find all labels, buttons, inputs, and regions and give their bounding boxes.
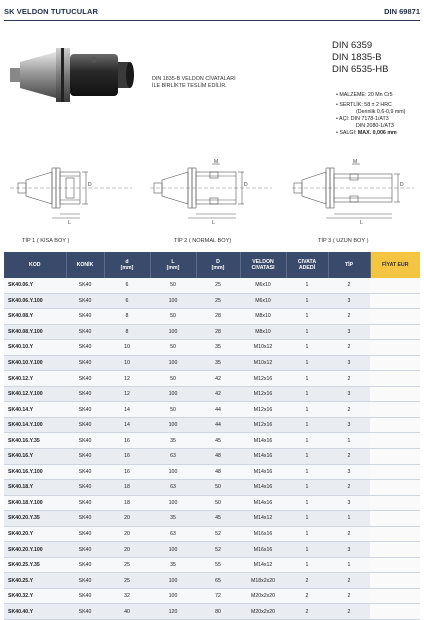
cell-tip: 2 (328, 371, 370, 387)
cell-fiyat (370, 480, 420, 496)
standard-3: DIN 6535-HB (332, 64, 389, 75)
cell-d: 10 (104, 340, 150, 356)
cell-kod: SK40.18.Y (4, 480, 66, 496)
cell-veldon: M8x10 (240, 309, 286, 325)
cell-d: 32 (104, 588, 150, 604)
table-row (4, 464, 420, 480)
cell-veldon: M14x16 (240, 449, 286, 465)
table-row (4, 526, 420, 542)
drawing-type-3 (290, 158, 416, 240)
col-header-veldon (240, 252, 286, 278)
cell-D: 65 (196, 573, 240, 589)
cell-kod: SK40.20.Y.35 (4, 511, 66, 527)
cell-d: 16 (104, 464, 150, 480)
svg-text:D: D (88, 182, 92, 188)
cell-tip: 3 (328, 355, 370, 371)
cell-veldon: M14x16 (240, 480, 286, 496)
cell-veldon: M14x12 (240, 511, 286, 527)
col-header-veldon-1: VELDON (252, 258, 274, 265)
cell-l: 63 (150, 449, 196, 465)
col-header-D (196, 252, 240, 278)
cell-kod: SK40.16.Y.35 (4, 433, 66, 449)
cell-adet: 1 (286, 557, 328, 573)
table-row (4, 573, 420, 589)
spec-list (336, 92, 405, 136)
cell-d: 25 (104, 557, 150, 573)
cell-konik: SK40 (66, 324, 104, 340)
cell-veldon: M20x2x20 (240, 588, 286, 604)
cell-d: 20 (104, 526, 150, 542)
product-photo (8, 40, 143, 112)
cell-adet: 1 (286, 340, 328, 356)
cell-D: 44 (196, 417, 240, 433)
cell-fiyat (370, 588, 420, 604)
cell-kod: SK40.12.Y (4, 371, 66, 387)
cell-D: 25 (196, 278, 240, 293)
cell-d: 8 (104, 309, 150, 325)
cell-tip: 3 (328, 324, 370, 340)
cell-adet: 1 (286, 526, 328, 542)
page-title: SK VELDON TUTUCULAR (4, 7, 98, 16)
table-row (4, 495, 420, 511)
col-header-D-label: D (216, 258, 220, 265)
cell-konik: SK40 (66, 309, 104, 325)
cell-tip: 3 (328, 417, 370, 433)
cell-fiyat (370, 433, 420, 449)
cell-D: 45 (196, 433, 240, 449)
product-table (4, 252, 420, 620)
svg-text:D: D (244, 182, 248, 188)
cell-l: 100 (150, 464, 196, 480)
cell-D: 44 (196, 402, 240, 418)
cell-veldon: M14x16 (240, 433, 286, 449)
table-row (4, 386, 420, 402)
cell-veldon: M14x12 (240, 557, 286, 573)
cell-tip: 1 (328, 557, 370, 573)
spec-runout (336, 130, 405, 137)
cell-tip: 2 (328, 604, 370, 620)
cell-d: 6 (104, 293, 150, 309)
cell-konik: SK40 (66, 340, 104, 356)
cell-D: 52 (196, 526, 240, 542)
cell-kod: SK40.16.Y.100 (4, 464, 66, 480)
note-line-1: DIN 1835-B VELDON CİVATALARI (152, 76, 236, 82)
cell-kod: SK40.18.Y.100 (4, 495, 66, 511)
drawing-type-1 (8, 158, 134, 240)
cell-konik: SK40 (66, 511, 104, 527)
col-header-l-unit: [mm] (166, 265, 180, 271)
cell-adet: 1 (286, 402, 328, 418)
cell-konik: SK40 (66, 402, 104, 418)
cell-d: 14 (104, 402, 150, 418)
cell-fiyat (370, 293, 420, 309)
page-header (4, 6, 420, 21)
cell-d: 12 (104, 371, 150, 387)
svg-text:L: L (212, 220, 215, 226)
cell-d: 25 (104, 573, 150, 589)
cell-adet: 1 (286, 542, 328, 558)
cell-D: 28 (196, 324, 240, 340)
cell-fiyat (370, 417, 420, 433)
table-header-row (4, 252, 420, 278)
cell-l: 50 (150, 371, 196, 387)
cell-fiyat (370, 386, 420, 402)
cell-l: 35 (150, 433, 196, 449)
svg-text:D: D (400, 182, 404, 188)
cell-veldon: M6x10 (240, 278, 286, 293)
table-row (4, 511, 420, 527)
cell-konik: SK40 (66, 417, 104, 433)
cell-tip: 3 (328, 464, 370, 480)
cell-konik: SK40 (66, 526, 104, 542)
cell-kod: SK40.32.Y (4, 588, 66, 604)
cell-fiyat (370, 371, 420, 387)
cell-adet: 1 (286, 386, 328, 402)
cell-l: 100 (150, 588, 196, 604)
cell-l: 50 (150, 309, 196, 325)
cell-adet: 2 (286, 573, 328, 589)
cell-veldon: M16x16 (240, 526, 286, 542)
col-header-l-label: L (171, 258, 175, 265)
cell-fiyat (370, 557, 420, 573)
svg-text:M: M (214, 159, 219, 165)
col-header-tip: TİP (328, 252, 370, 278)
cell-tip: 1 (328, 511, 370, 527)
table-row (4, 449, 420, 465)
cell-adet: 1 (286, 293, 328, 309)
cell-D: 35 (196, 340, 240, 356)
cell-fiyat (370, 324, 420, 340)
cell-konik: SK40 (66, 464, 104, 480)
table-row (4, 480, 420, 496)
cell-konik: SK40 (66, 433, 104, 449)
cell-tip: 2 (328, 573, 370, 589)
svg-text:L: L (68, 220, 71, 226)
cell-d: 18 (104, 495, 150, 511)
cell-kod: SK40.14.Y.100 (4, 417, 66, 433)
cell-fiyat (370, 464, 420, 480)
spec-angle-2: DIN 2080-1/AT3 (356, 122, 394, 129)
cell-veldon: M6x10 (240, 293, 286, 309)
cell-adet: 1 (286, 433, 328, 449)
cell-d: 16 (104, 449, 150, 465)
cell-tip: 2 (328, 278, 370, 293)
table-row (4, 588, 420, 604)
cell-d: 12 (104, 386, 150, 402)
cell-l: 100 (150, 355, 196, 371)
cell-l: 100 (150, 417, 196, 433)
cell-kod: SK40.20.Y (4, 526, 66, 542)
cell-D: 35 (196, 355, 240, 371)
cell-adet: 1 (286, 309, 328, 325)
cell-fiyat (370, 340, 420, 356)
delivery-note (152, 76, 236, 90)
col-header-veldon-2: CIVATASI (251, 265, 275, 271)
cell-tip: 2 (328, 480, 370, 496)
cell-fiyat (370, 604, 420, 620)
cell-D: 55 (196, 557, 240, 573)
table-row (4, 557, 420, 573)
col-header-d-label: d (125, 258, 129, 265)
cell-fiyat (370, 449, 420, 465)
col-header-fiyat: FİYAT EUR (370, 252, 420, 278)
cell-d: 14 (104, 417, 150, 433)
table-row (4, 340, 420, 356)
cell-l: 50 (150, 340, 196, 356)
cell-fiyat (370, 355, 420, 371)
cell-veldon: M12x16 (240, 402, 286, 418)
cell-veldon: M14x16 (240, 464, 286, 480)
cell-veldon: M10x12 (240, 355, 286, 371)
cell-veldon: M14x16 (240, 495, 286, 511)
cell-veldon: M8x10 (240, 324, 286, 340)
cell-tip: 3 (328, 386, 370, 402)
standards-list (332, 40, 389, 76)
cell-fiyat (370, 526, 420, 542)
cell-kod: SK40.06.Y.100 (4, 293, 66, 309)
cell-l: 35 (150, 511, 196, 527)
cell-l: 50 (150, 278, 196, 293)
table-row (4, 278, 420, 293)
cell-d: 10 (104, 355, 150, 371)
cell-l: 63 (150, 526, 196, 542)
cell-d: 20 (104, 511, 150, 527)
cell-adet: 2 (286, 604, 328, 620)
cell-l: 100 (150, 495, 196, 511)
cell-D: 72 (196, 588, 240, 604)
cell-adet: 1 (286, 511, 328, 527)
table-row (4, 355, 420, 371)
cell-konik: SK40 (66, 293, 104, 309)
table-row (4, 542, 420, 558)
cell-konik: SK40 (66, 480, 104, 496)
col-header-d (104, 252, 150, 278)
cell-l: 100 (150, 386, 196, 402)
svg-text:M: M (353, 159, 358, 165)
cell-l: 100 (150, 293, 196, 309)
cell-veldon: M20x2x20 (240, 604, 286, 620)
cell-konik: SK40 (66, 371, 104, 387)
cell-veldon: M12x16 (240, 417, 286, 433)
table-row (4, 371, 420, 387)
standard-1: DIN 6359 (332, 40, 373, 51)
cell-adet: 1 (286, 355, 328, 371)
cell-D: 25 (196, 293, 240, 309)
cell-adet: 1 (286, 278, 328, 293)
spec-angle: • AÇI: DIN 7178-1/AT3 (336, 115, 389, 122)
table-row (4, 309, 420, 325)
cell-D: 45 (196, 511, 240, 527)
cell-d: 20 (104, 542, 150, 558)
cell-kod: SK40.06.Y (4, 278, 66, 293)
cell-adet: 1 (286, 480, 328, 496)
cell-tip: 3 (328, 542, 370, 558)
cell-d: 8 (104, 324, 150, 340)
cell-d: 6 (104, 278, 150, 293)
cell-konik: SK40 (66, 355, 104, 371)
cell-d: 16 (104, 433, 150, 449)
spec-runout-value: MAX. 0,006 mm (357, 129, 397, 136)
cell-adet: 1 (286, 371, 328, 387)
cell-fiyat (370, 511, 420, 527)
col-header-l (150, 252, 196, 278)
cell-D: 48 (196, 464, 240, 480)
standard-2: DIN 1835-B (332, 52, 382, 63)
cell-D: 52 (196, 542, 240, 558)
cell-tip: 2 (328, 526, 370, 542)
col-header-d-unit: [mm] (120, 265, 134, 271)
cell-konik: SK40 (66, 449, 104, 465)
cell-konik: SK40 (66, 604, 104, 620)
table-row (4, 402, 420, 418)
svg-text:L: L (360, 220, 363, 226)
cell-kod: SK40.08.Y.100 (4, 324, 66, 340)
cell-konik: SK40 (66, 542, 104, 558)
table-row (4, 417, 420, 433)
cell-adet: 1 (286, 495, 328, 511)
cell-kod: SK40.20.Y.100 (4, 542, 66, 558)
drawing-caption-1: TİP 1 ( KISA BOY ) (22, 238, 70, 244)
cell-konik: SK40 (66, 557, 104, 573)
col-header-civata-2: ADEDİ (298, 265, 316, 271)
cell-l: 100 (150, 324, 196, 340)
cell-konik: SK40 (66, 386, 104, 402)
cell-kod: SK40.12.Y.100 (4, 386, 66, 402)
cell-adet: 2 (286, 588, 328, 604)
cell-kod: SK40.25.Y (4, 573, 66, 589)
cell-kod: SK40.08.Y (4, 309, 66, 325)
cell-tip: 2 (328, 402, 370, 418)
note-line-2: İLE BİRLİKTE TESLİM EDİLİR. (152, 83, 227, 89)
cell-D: 50 (196, 480, 240, 496)
din-number: DIN 69871 (384, 7, 420, 16)
table-row (4, 433, 420, 449)
cell-d: 18 (104, 480, 150, 496)
cell-fiyat (370, 309, 420, 325)
table-row (4, 293, 420, 309)
cell-D: 42 (196, 371, 240, 387)
cell-konik: SK40 (66, 588, 104, 604)
cell-veldon: M12x16 (240, 371, 286, 387)
cell-tip: 3 (328, 495, 370, 511)
cell-kod: SK40.40.Y (4, 604, 66, 620)
cell-kod: SK40.14.Y (4, 402, 66, 418)
cell-tip: 2 (328, 449, 370, 465)
col-header-civata-1: CIVATA (297, 258, 317, 265)
cell-fiyat (370, 573, 420, 589)
cell-l: 63 (150, 480, 196, 496)
cell-tip: 1 (328, 433, 370, 449)
cell-kod: SK40.16.Y (4, 449, 66, 465)
cell-l: 50 (150, 402, 196, 418)
cell-l: 120 (150, 604, 196, 620)
spec-material: • MALZEME: 20 Mn Cr5 (336, 92, 393, 98)
drawing-caption-2: TİP 2 ( NORMAL BOY) (174, 238, 232, 244)
drawing-type-2 (148, 158, 274, 240)
cell-D: 48 (196, 449, 240, 465)
cell-veldon: M10x12 (240, 340, 286, 356)
cell-veldon: M16x16 (240, 542, 286, 558)
cell-kod: SK40.25.Y.35 (4, 557, 66, 573)
col-header-kod: KOD (4, 252, 66, 278)
table-row (4, 604, 420, 620)
cell-tip: 2 (328, 309, 370, 325)
cell-adet: 1 (286, 324, 328, 340)
cell-tip: 2 (328, 588, 370, 604)
cell-fiyat (370, 542, 420, 558)
col-header-civata (286, 252, 328, 278)
cell-l: 100 (150, 573, 196, 589)
cell-kod: SK40.10.Y (4, 340, 66, 356)
spec-hardness: • SERTLİK: 58 ± 2 HRC (336, 101, 392, 108)
cell-D: 42 (196, 386, 240, 402)
cell-D: 28 (196, 309, 240, 325)
cell-adet: 1 (286, 464, 328, 480)
cell-D: 80 (196, 604, 240, 620)
cell-d: 40 (104, 604, 150, 620)
col-header-konik: KONİK (66, 252, 104, 278)
spec-runout-label: • SALGI: (336, 129, 357, 136)
cell-adet: 1 (286, 417, 328, 433)
cell-veldon: M18x2x20 (240, 573, 286, 589)
col-header-D-unit: [mm] (211, 265, 225, 271)
cell-konik: SK40 (66, 278, 104, 293)
cell-fiyat (370, 495, 420, 511)
spec-depth: (Derinlik 0,6-0,9 mm) (356, 108, 406, 115)
drawing-caption-3: TİP 3 ( UZUN BOY ) (318, 238, 369, 244)
cell-fiyat (370, 278, 420, 293)
cell-l: 100 (150, 542, 196, 558)
cell-tip: 3 (328, 293, 370, 309)
cell-veldon: M12x16 (240, 386, 286, 402)
cell-konik: SK40 (66, 573, 104, 589)
table-row (4, 324, 420, 340)
cell-tip: 2 (328, 340, 370, 356)
cell-D: 50 (196, 495, 240, 511)
cell-l: 35 (150, 557, 196, 573)
cell-fiyat (370, 402, 420, 418)
cell-konik: SK40 (66, 495, 104, 511)
cell-kod: SK40.10.Y.100 (4, 355, 66, 371)
cell-adet: 1 (286, 449, 328, 465)
